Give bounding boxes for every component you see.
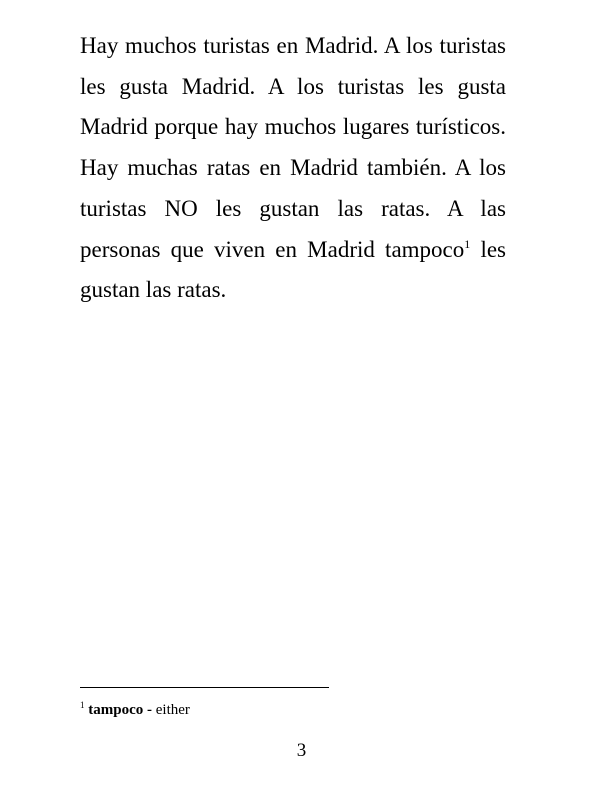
footnote <box>80 700 190 720</box>
footnote-reference[interactable]: 1 <box>464 236 471 251</box>
footnote-term: tampoco - <box>88 702 152 718</box>
paragraph-text-end: les gustan las ratas. <box>80 236 506 303</box>
paragraph-text: Hay muchos turistas en Madrid. A los turistas les gusta Madrid. A los turistas les gusta Madrid porque hay muchos lugares turísticos. Hay muchas ratas en Madrid también. A los turistas NO les gustan las ratas. A las personas que viven en Madrid tampoco <box>80 33 506 262</box>
page-number: 3 <box>296 740 307 761</box>
footnote-divider <box>80 687 329 688</box>
body-paragraph <box>80 26 506 311</box>
footnote-definition: either <box>152 702 190 718</box>
footnote-mark: 1 <box>80 700 85 710</box>
